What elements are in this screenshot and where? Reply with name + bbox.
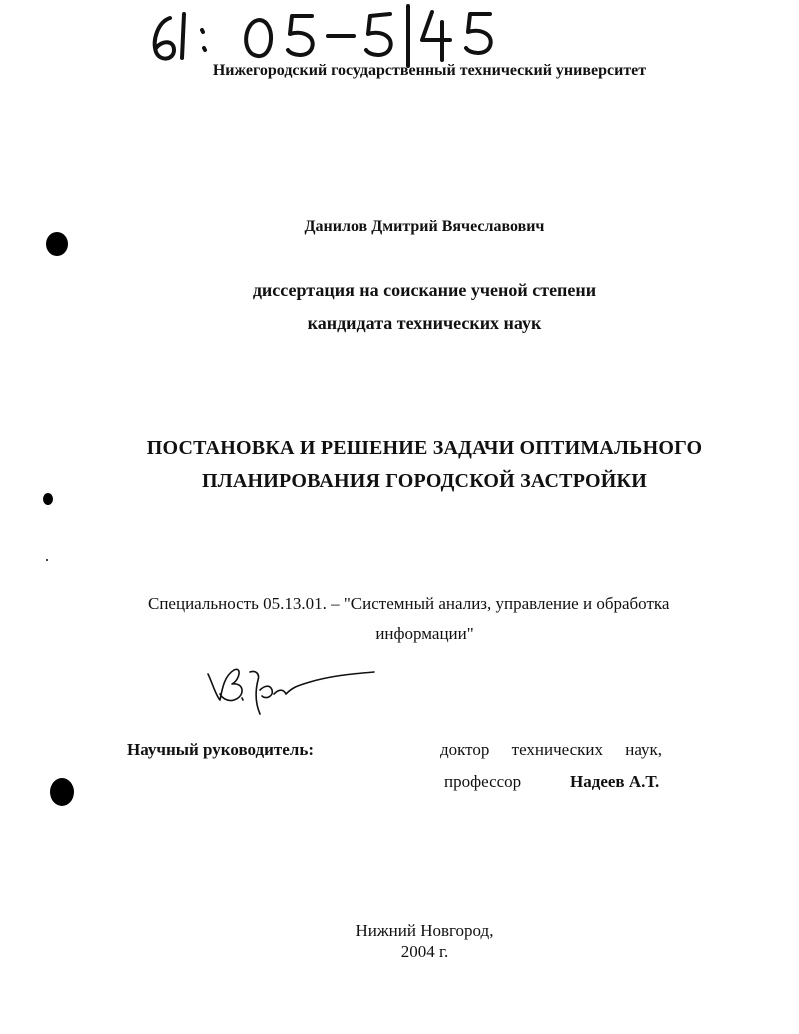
handwritten-archive-code [140,0,520,70]
year: 2004 г. [400,942,449,961]
thesis-title-line-1: ПОСТАНОВКА И РЕШЕНИЕ ЗАДАЧИ ОПТИМАЛЬНОГО [146,437,703,459]
specialty-line-1: Специальность 05.13.01. – "Системный анализ, управление и обработка [148,594,670,613]
city: Нижний Новгород, [355,921,494,940]
author-name: Данилов Дмитрий Вячеславович [304,218,545,235]
advisor-degree: доктор технических наук, [440,740,663,759]
degree-line-1: диссертация на соискание ученой степени [252,280,597,300]
degree-line-2: кандидата технических наук [307,313,542,333]
author-signature [200,660,380,720]
university-name: Нижегородский государственный технический университет [212,62,647,79]
punch-hole [43,493,53,505]
thesis-title-line-2: ПЛАНИРОВАНИЯ ГОРОДСКОЙ ЗАСТРОЙКИ [202,470,647,492]
advisor-label: Научный руководитель: [127,740,314,759]
specialty-line-2: информации" [375,624,474,643]
scan-speck [46,559,48,561]
punch-hole [50,778,74,806]
advisor-rank: профессор [444,772,522,791]
advisor-name: Надеев А.Т. [570,772,660,791]
